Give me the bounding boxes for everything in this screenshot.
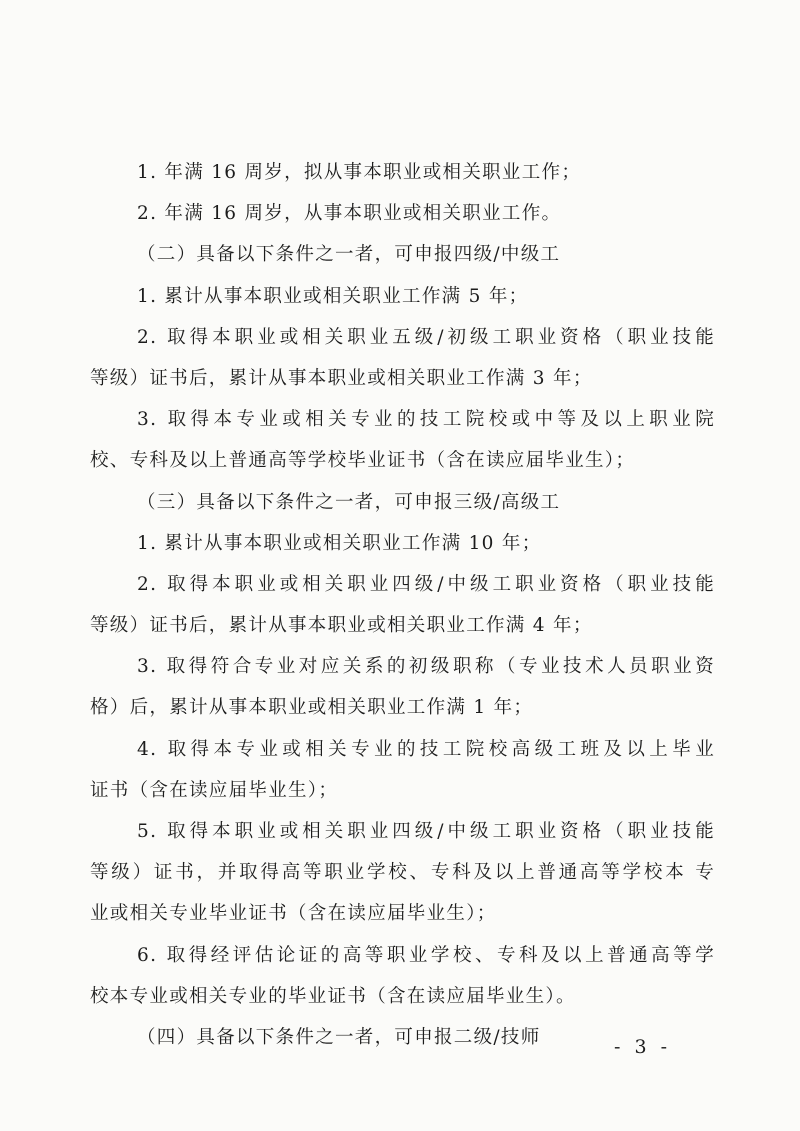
paragraph-line: 证书（含在读应届毕业生）； — [90, 779, 339, 801]
paragraph-line: 1. 累计从事本职业或相关职业工作满 5 年； — [137, 285, 529, 307]
paragraph-line: 业或相关专业毕业证书（含在读应届毕业生）； — [90, 903, 497, 925]
paragraph-line: 6. 取得经评估论证的高等职业学校、专科及以上普通高等学 — [137, 944, 715, 966]
paragraph-line: 1. 年满 16 周岁，拟从事本职业或相关职业工作； — [137, 162, 582, 183]
paragraph-line: 2. 年满 16 周岁，从事本职业或相关职业工作。 — [137, 203, 562, 225]
paragraph-line: 3. 取得符合专业对应关系的初级职称（专业技术人员职业资 — [137, 656, 715, 678]
paragraph-line: 3. 取得本专业或相关专业的技工院校或中等及以上职业院 — [137, 409, 715, 431]
page-number: - 3 - — [614, 1036, 672, 1058]
paragraph-line: 2. 取得本职业或相关职业五级/初级工职业资格（职业技能 — [137, 326, 715, 348]
paragraph-line: 校本专业或相关专业的毕业证书（含在读应届毕业生）。 — [90, 985, 576, 1007]
paragraph-line: 等级）证书，并取得高等职业学校、专科及以上普通高等学校本 专 — [90, 862, 715, 884]
document-body — [90, 152, 715, 1058]
paragraph-line: 格）后，累计从事本职业或相关职业工作满 1 年； — [90, 697, 534, 719]
section-heading: （二）具备以下条件之一者，可申报四级/中级工 — [137, 244, 561, 266]
paragraph-line: 5. 取得本职业或相关职业四级/中级工职业资格（职业技能 — [137, 821, 715, 842]
paragraph-line: 4. 取得本专业或相关专业的技工院校高级工班及以上毕业 — [137, 738, 715, 760]
paragraph-line: 等级）证书后，累计从事本职业或相关职业工作满 4 年； — [90, 615, 593, 637]
section-heading: （四）具备以下条件之一者，可申报二级/技师 — [137, 1026, 541, 1048]
paragraph-line: 2. 取得本职业或相关职业四级/中级工职业资格（职业技能 — [137, 573, 715, 595]
paragraph-line: 1. 累计从事本职业或相关职业工作满 10 年； — [137, 532, 542, 554]
paragraph-line: 校、专科及以上普通高等学校毕业证书（含在读应届毕业生）； — [90, 450, 636, 472]
section-heading: （三）具备以下条件之一者，可申报三级/高级工 — [137, 491, 561, 513]
paragraph-line: 等级）证书后，累计从事本职业或相关职业工作满 3 年； — [90, 367, 593, 389]
